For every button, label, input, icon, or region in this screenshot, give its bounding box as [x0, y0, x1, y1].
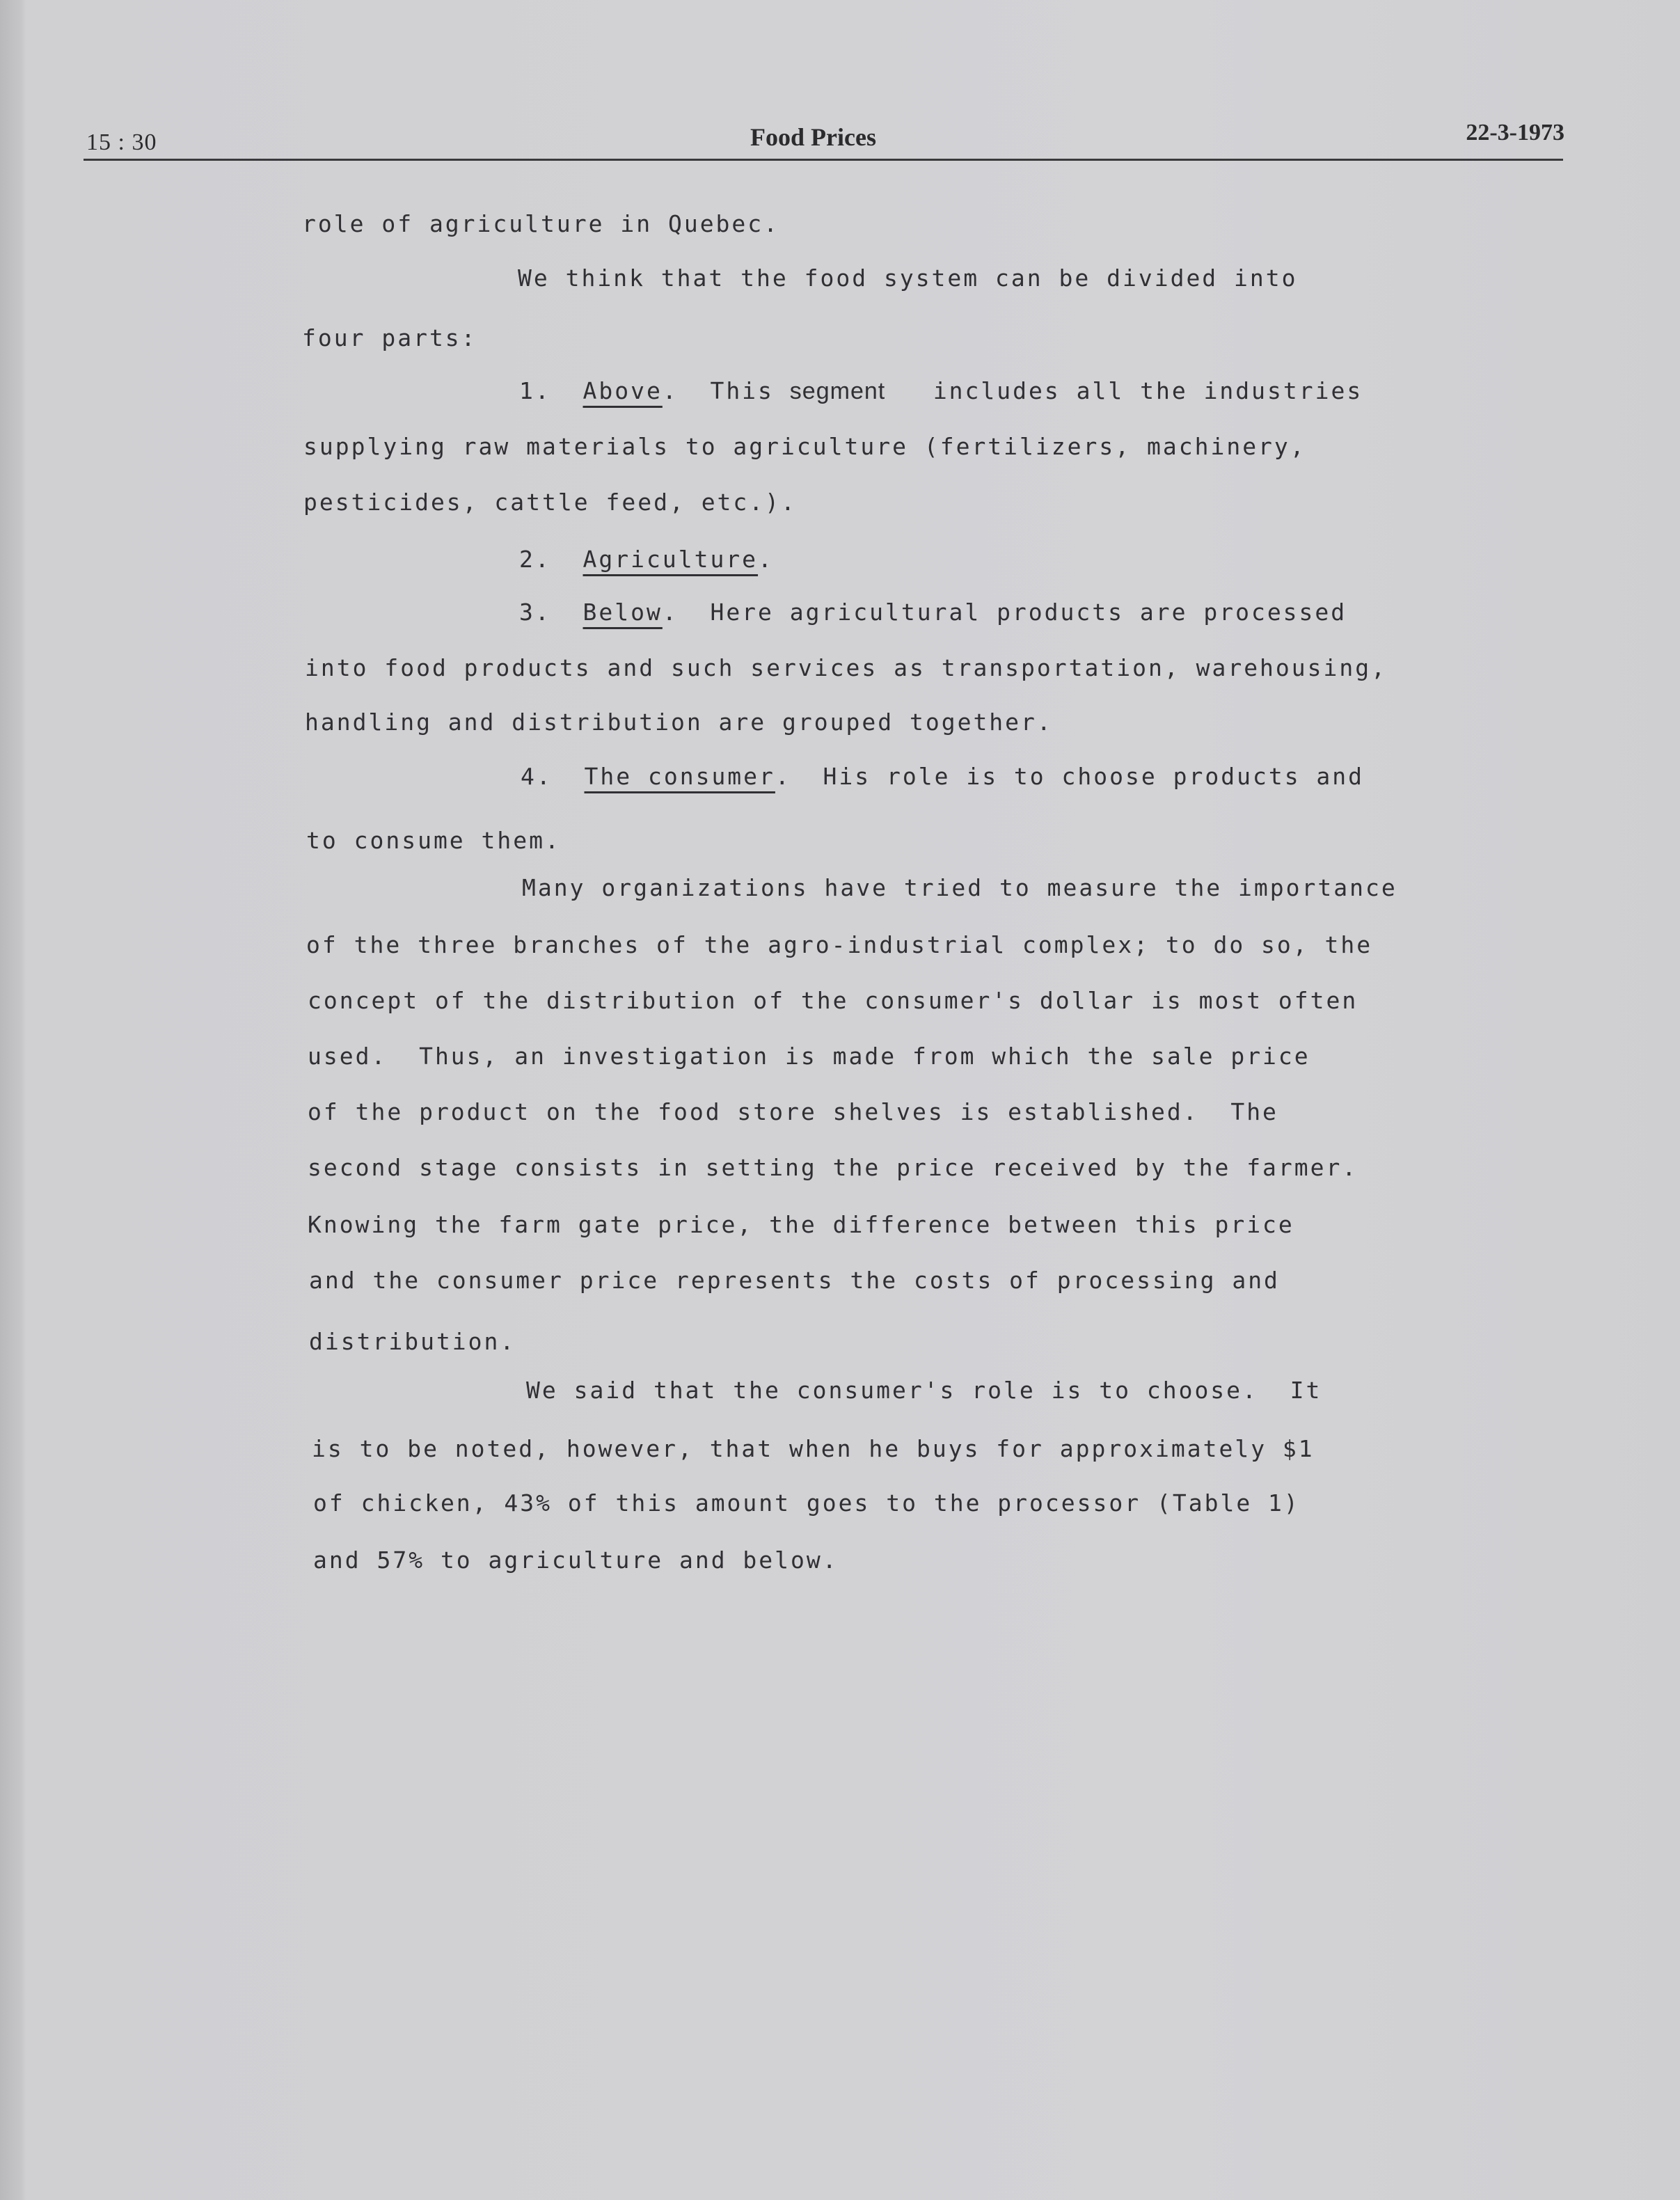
item-text: . This	[662, 377, 774, 404]
header-date: 22-3-1973	[1466, 120, 1564, 145]
text-line: into food products and such services as transportation, warehousing,	[305, 654, 1388, 681]
list-item	[521, 763, 1364, 790]
item-number: 1.	[519, 377, 551, 404]
list-item	[519, 377, 1363, 405]
page-header	[84, 117, 1564, 161]
text-line: to consume them.	[306, 827, 561, 854]
text-line: We think that the food system can be divided into	[518, 264, 1298, 292]
list-item	[519, 546, 774, 573]
text-line: second stage consists in setting the price received by the farmer.	[308, 1154, 1358, 1181]
header-rule	[84, 159, 1563, 161]
item-label: The consumer	[584, 763, 775, 790]
text-line: four parts:	[302, 324, 477, 351]
text-line: handling and distribution are grouped together.	[305, 709, 1053, 736]
page-edge-shadow	[0, 0, 25, 2200]
item-text: segment	[789, 378, 886, 404]
text-line: and the consumer price represents the costs of processing and	[309, 1267, 1280, 1294]
item-number: 2.	[519, 546, 551, 573]
text-line: Knowing the farm gate price, the difference between this price	[308, 1211, 1294, 1238]
item-number: 4.	[521, 763, 553, 790]
item-text: . Here agricultural products are processed	[662, 599, 1347, 626]
text-line: We said that the consumer's role is to choose. It	[526, 1377, 1322, 1404]
page-number: 15 : 30	[86, 129, 157, 155]
text-line: concept of the distribution of the consumer's dollar is most often	[308, 987, 1358, 1014]
item-text: . His role is to choose products and	[775, 763, 1365, 790]
text-line: of the product on the food store shelves is established. The	[308, 1098, 1278, 1125]
header-title: Food Prices	[750, 123, 876, 151]
text-line: of the three branches of the agro-industrial complex; to do so, the	[306, 931, 1373, 958]
text-line: is to be noted, however, that when he buys for approximately $1	[312, 1435, 1315, 1462]
text-line: and 57% to agriculture and below.	[313, 1546, 839, 1574]
item-label: Below	[583, 599, 663, 626]
item-label: Agriculture	[583, 546, 759, 573]
text-line: supplying raw materials to agriculture (fertilizers, machinery,	[303, 433, 1306, 460]
item-text: includes all the industries	[933, 377, 1363, 404]
text-line: distribution.	[309, 1328, 516, 1355]
item-number: 3.	[519, 599, 551, 626]
item-label: Above	[583, 377, 663, 404]
text-line: pesticides, cattle feed, etc.).	[303, 489, 797, 516]
text-line: role of agriculture in Quebec.	[302, 210, 780, 237]
text-line: used. Thus, an investigation is made from which the sale price	[308, 1043, 1310, 1070]
text-line: Many organizations have tried to measure the importance	[522, 874, 1397, 901]
list-item	[519, 599, 1347, 626]
text-line: of chicken, 43% of this amount goes to the processor (Table 1)	[313, 1489, 1300, 1517]
item-text: .	[758, 546, 774, 573]
